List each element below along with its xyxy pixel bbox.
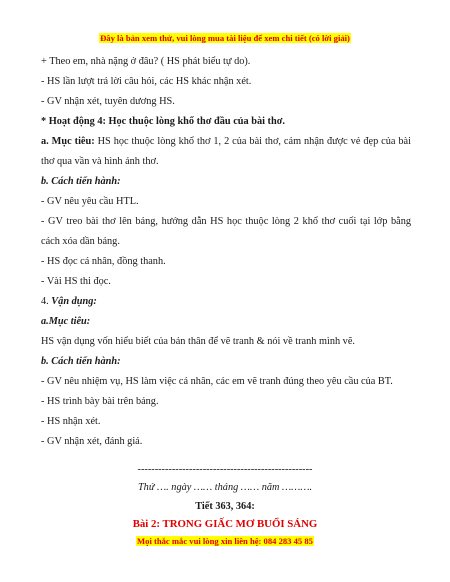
- objective-label: a. Mục tiêu:: [41, 136, 95, 147]
- text-line: - HS nhận xét.: [41, 416, 101, 427]
- objective-text: HS học thuộc lòng khổ thơ 1, 2 của bài thơ, cảm nhận được vẻ đẹp của bài: [94, 136, 411, 147]
- lesson-number: Tiết 363, 364:: [195, 501, 255, 512]
- section-heading: [41, 295, 411, 308]
- contact-banner: [0, 535, 450, 547]
- section-title: Vận dụng:: [51, 296, 97, 307]
- text-line: - HS trình bày bài trên bảng.: [41, 396, 159, 407]
- text-line: + Theo em, nhà nặng ở đâu? ( HS phát biểu tự do).: [41, 56, 251, 67]
- text-line: cách xóa dần bảng.: [41, 236, 120, 247]
- text-line: - GV nêu yêu cầu HTL.: [41, 196, 139, 207]
- preview-notice-text: Đây là bản xem thử, vui lòng mua tài liệu để xem chi tiết (có lời giải): [100, 33, 350, 43]
- text-line: - GV nhận xét, đánh giá.: [41, 436, 143, 447]
- separator: ---------------------------------------------------: [137, 464, 313, 475]
- text-line: - Vài HS thi đọc.: [41, 276, 111, 287]
- text-line: HS vận dụng vốn hiểu biết của bản thân để vẽ tranh & nói về tranh mình vẽ.: [41, 336, 355, 347]
- activity-heading: * Hoạt động 4: Học thuộc lòng khổ thơ đầu của bài thơ.: [41, 116, 285, 127]
- objective-heading: a.Mục tiêu:: [41, 316, 91, 327]
- section-number: 4.: [41, 296, 52, 307]
- text-line: - HS đọc cá nhân, đồng thanh.: [41, 256, 166, 267]
- date-line: Thứ …. ngày …… tháng …… năm ……….: [137, 482, 313, 493]
- lesson-title: Bài 2: TRONG GIẤC MƠ BUỔI SÁNG: [132, 518, 318, 530]
- text-line: - GV nêu nhiệm vụ, HS làm việc cá nhân, các em vẽ tranh đúng theo yêu cầu của BT.: [41, 376, 393, 387]
- text-line: - GV nhận xét, tuyên dương HS.: [41, 96, 175, 107]
- contact-text: Mọi thắc mắc vui lòng xin liên hệ: 084 283 45 85: [137, 536, 313, 546]
- objective-line: [41, 135, 411, 148]
- text-line: - GV treo bài thơ lên bảng, hướng dẫn HS học thuộc lòng 2 khổ thơ cuối tại lớp bằng: [41, 216, 411, 227]
- text-line: - HS lần lượt trả lời câu hỏi, các HS khác nhận xét.: [41, 76, 252, 87]
- procedure-heading: b. Cách tiến hành:: [41, 176, 121, 187]
- preview-notice-banner: [0, 32, 450, 44]
- procedure-heading: b. Cách tiến hành:: [41, 356, 121, 367]
- text-line: thơ qua vần và hình ảnh thơ.: [41, 156, 159, 167]
